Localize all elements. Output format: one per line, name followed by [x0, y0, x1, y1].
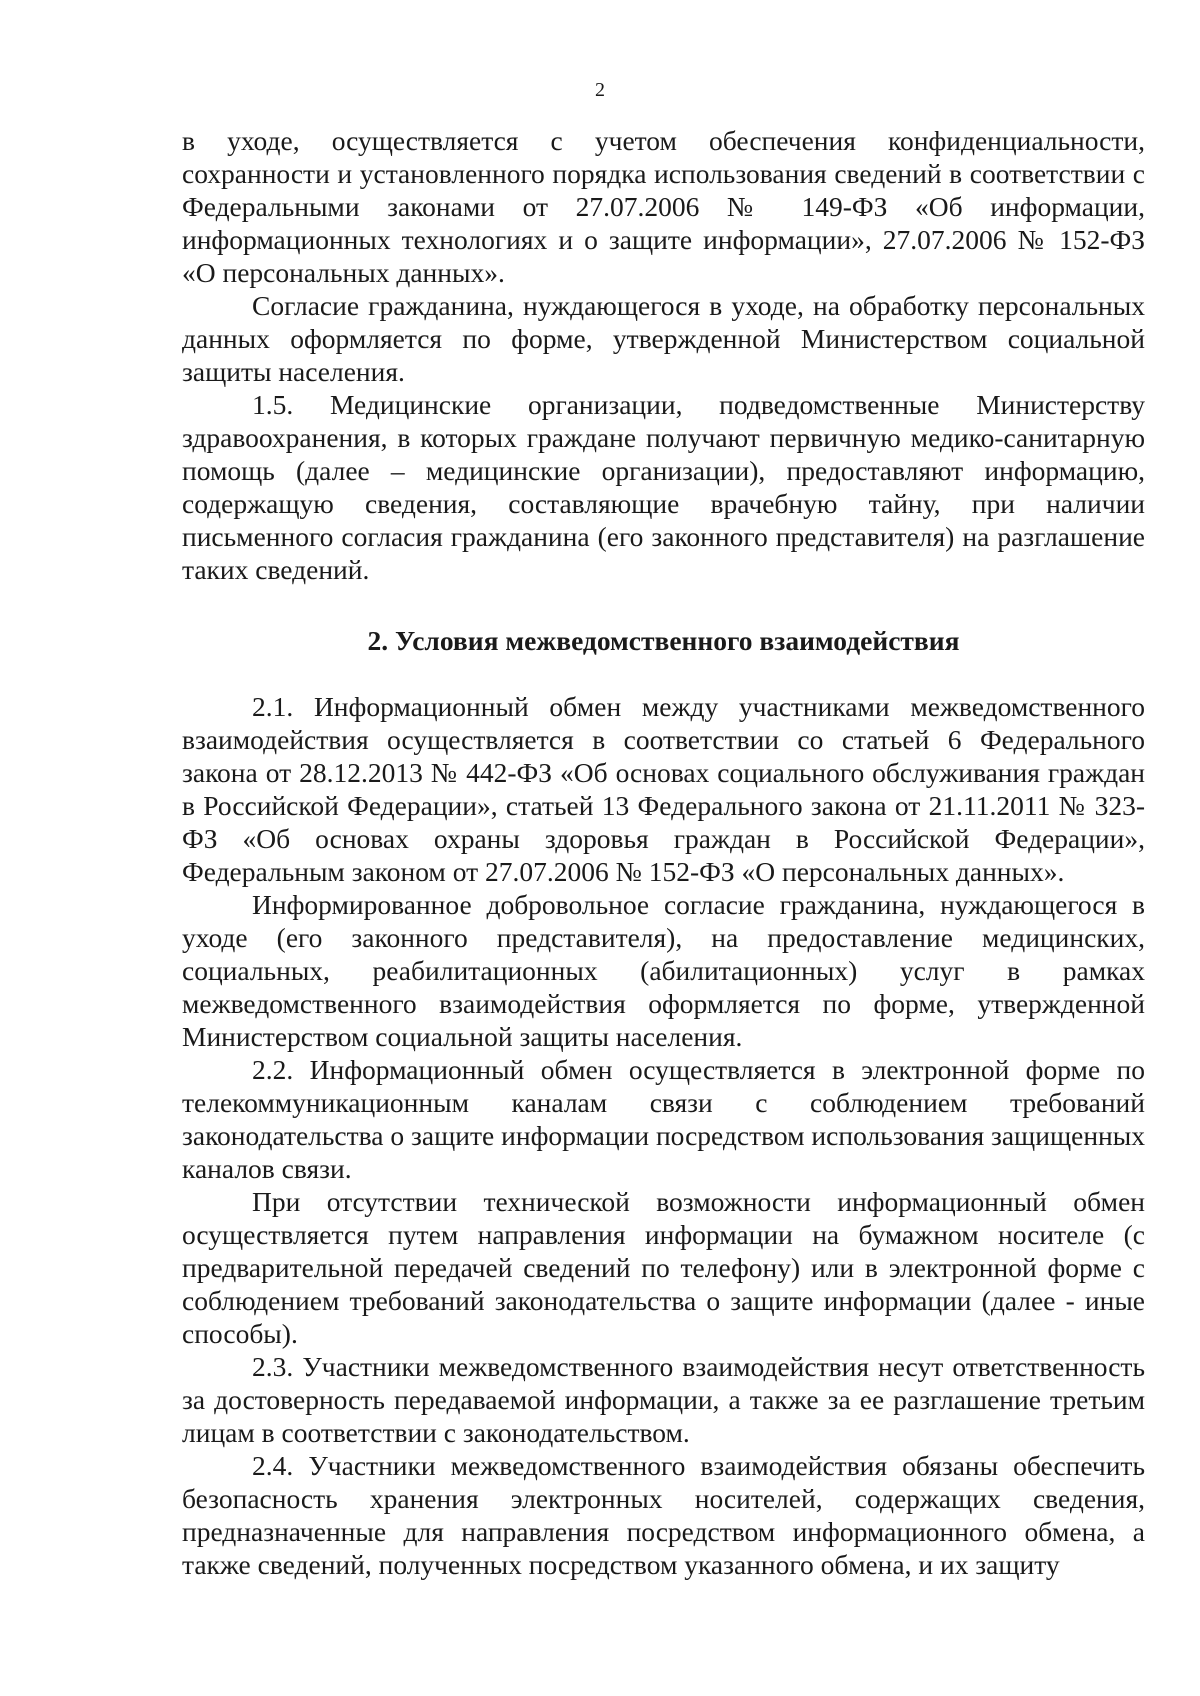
- paragraph-2-4: 2.4. Участники межведомственного взаимодействия обязаны обеспечить безопасность хранения электронных носителей, содержащих сведения, предназначенные для направления посредством информационного обмена, а также сведений, полученных посредством указанного обмена, и их защиту: [182, 1450, 1145, 1580]
- paragraph-1-5: 1.5. Медицинские организации, подведомственные Министерству здравоохранения, в которых граждане получают первичную медико-санитарную помощь (далее – медицинские организации), предоставляют информацию, содержащую сведения, составляющие врачебную тайну, при наличии письменного согласия гражданина (его законного представителя) на разглашение таких сведений.: [182, 389, 1145, 585]
- section-heading: 2. Условия межведомственного взаимодействия: [367, 625, 960, 656]
- paragraph-continuation: в уходе, осуществляется с учетом обеспечения конфиденциальности, сохранности и установленного порядка использования сведений в соответствии с Федеральными законами от 27.07.2006 № 149-ФЗ «Об информации, информационных технологиях и о защите информации», 27.07.2006 № 152-ФЗ «О персональных данных».: [182, 125, 1145, 288]
- paragraph-informed-consent: Информированное добровольное согласие гражданина, нуждающегося в уходе (его законного представителя), на предоставление медицинских, социальных, реабилитационных (абилитационных) услуг в рамках межведомственного взаимодействия оформляется по форме, утвержденной Министерством социальной защиты населения.: [182, 889, 1145, 1052]
- paragraph-consent-personal-data: Согласие гражданина, нуждающегося в уходе, на обработку персональных данных оформляется по форме, утвержденной Министерством социальной защиты населения.: [182, 290, 1145, 387]
- document-body: [182, 124, 1145, 1581]
- page-number: 2: [595, 79, 605, 101]
- paragraph-2-3: 2.3. Участники межведомственного взаимодействия несут ответственность за достоверность передаваемой информации, а также за ее разглашение третьим лицам в соответствии с законодательством.: [182, 1351, 1145, 1448]
- paragraph-2-2: 2.2. Информационный обмен осуществляется в электронной форме по телекоммуникационным каналам связи с соблюдением требований законодательства о защите информации посредством использования защищенных каналов связи.: [182, 1054, 1145, 1184]
- paragraph-2-1: 2.1. Информационный обмен между участниками межведомственного взаимодействия осуществляется в соответствии со статьей 6 Федерального закона от 28.12.2013 № 442-ФЗ «Об основах социального обслуживания граждан в Российской Федерации», статьей 13 Федерального закона от 21.11.2011 № 323-ФЗ «Об основах охраны здоровья граждан в Российской Федерации», Федеральным законом от 27.07.2006 № 152-ФЗ «О персональных данных».: [182, 691, 1145, 887]
- paragraph-no-technical-capability: При отсутствии технической возможности информационный обмен осуществляется путем направления информации на бумажном носителе (с предварительной передачей сведений по телефону) или в электронной форме с соблюдением требований законодательства о защите информации (далее - иные способы).: [182, 1186, 1145, 1349]
